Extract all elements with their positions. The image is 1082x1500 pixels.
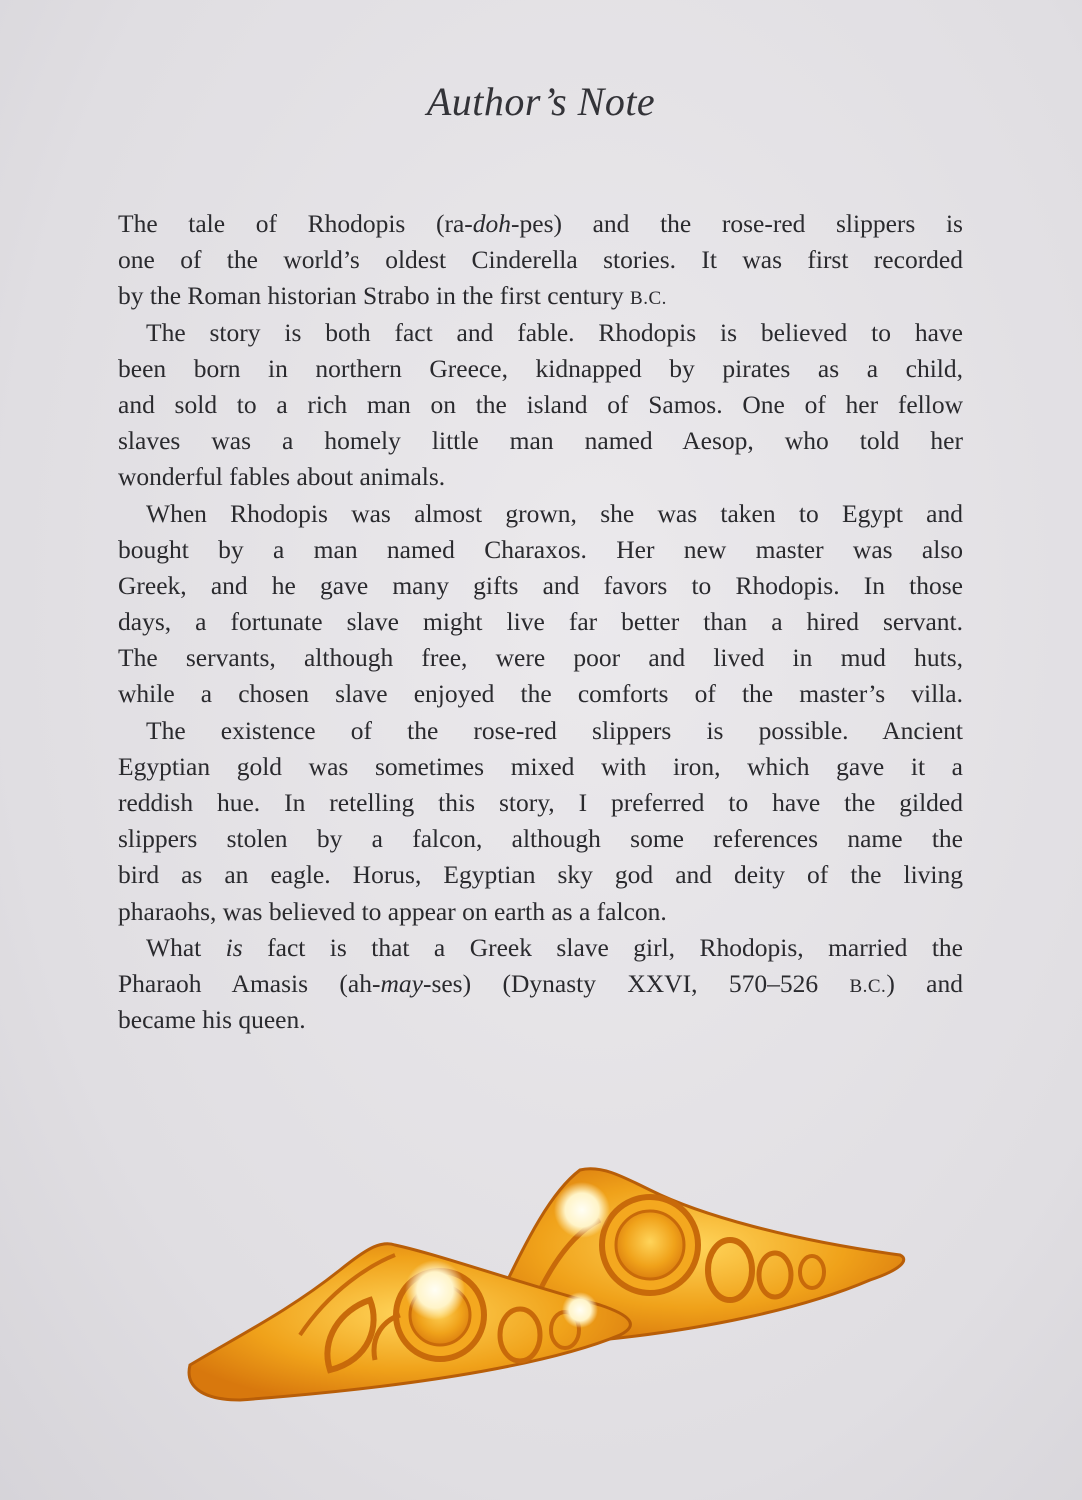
text-line: Greek, and he gave many gifts and favors to Rhodopis. In those xyxy=(118,570,963,600)
text-line: The story is both fact and fable. Rhodopis is believed to have xyxy=(146,317,963,347)
text-line: wonderful fables about animals. xyxy=(118,462,446,492)
text-line: became his queen. xyxy=(118,1005,306,1035)
italic-text: may xyxy=(380,968,423,998)
text-line: one of the world’s oldest Cinderella stories. It was first recorded xyxy=(118,245,963,275)
text-line: bird as an eagle. Horus, Egyptian sky god and deity of the living xyxy=(118,860,963,890)
text-line: days, a fortunate slave might live far better than a hired servant. xyxy=(118,607,963,637)
text-line: and sold to a rich man on the island of Samos. One of her fellow xyxy=(118,389,963,419)
text-line: been born in northern Greece, kidnapped by pirates as a child, xyxy=(118,353,963,383)
text-line: reddish hue. In retelling this story, I preferred to have the gilded xyxy=(118,788,963,817)
text-line: The servants, although free, were poor and lived in mud huts, xyxy=(118,643,963,673)
small-caps-text: B.C. xyxy=(849,975,887,997)
text-line: while a chosen slave enjoyed the comforts of the master’s villa. xyxy=(118,679,963,709)
page-title: Author’s Note xyxy=(426,79,656,124)
small-caps-text: B.C. xyxy=(630,288,667,310)
text-line: The existence of the rose-red slippers is possible. Ancient xyxy=(146,715,963,745)
text-line: When Rhodopis was almost grown, she was taken to Egypt and xyxy=(146,498,963,528)
italic-text: is xyxy=(225,932,243,962)
body-text xyxy=(118,206,963,1038)
text-line: The tale of Rhodopis (ra-doh-pes) and the rose-red slippers is xyxy=(118,209,963,238)
text-line: What is fact is that a Greek slave girl, Rhodopis, married the xyxy=(146,932,963,962)
text-line: slaves was a homely little man named Aesop, who told her xyxy=(118,426,963,456)
text-line: Pharaoh Amasis (ah-may-ses) (Dynasty XXVI, 570–526 B.C.) and xyxy=(118,968,963,998)
text-line: bought by a man named Charaxos. Her new master was also xyxy=(118,534,963,564)
text-line: by the Roman historian Strabo in the first century B.C. xyxy=(118,281,667,311)
italic-text: doh xyxy=(472,209,512,238)
golden-slippers-icon xyxy=(180,1160,910,1440)
text-line: pharaohs, was believed to appear on earth as a falcon. xyxy=(118,896,667,926)
text-line: slippers stolen by a falcon, although some references name the xyxy=(118,824,963,854)
text-line: Egyptian gold was sometimes mixed with iron, which gave it a xyxy=(118,751,963,781)
